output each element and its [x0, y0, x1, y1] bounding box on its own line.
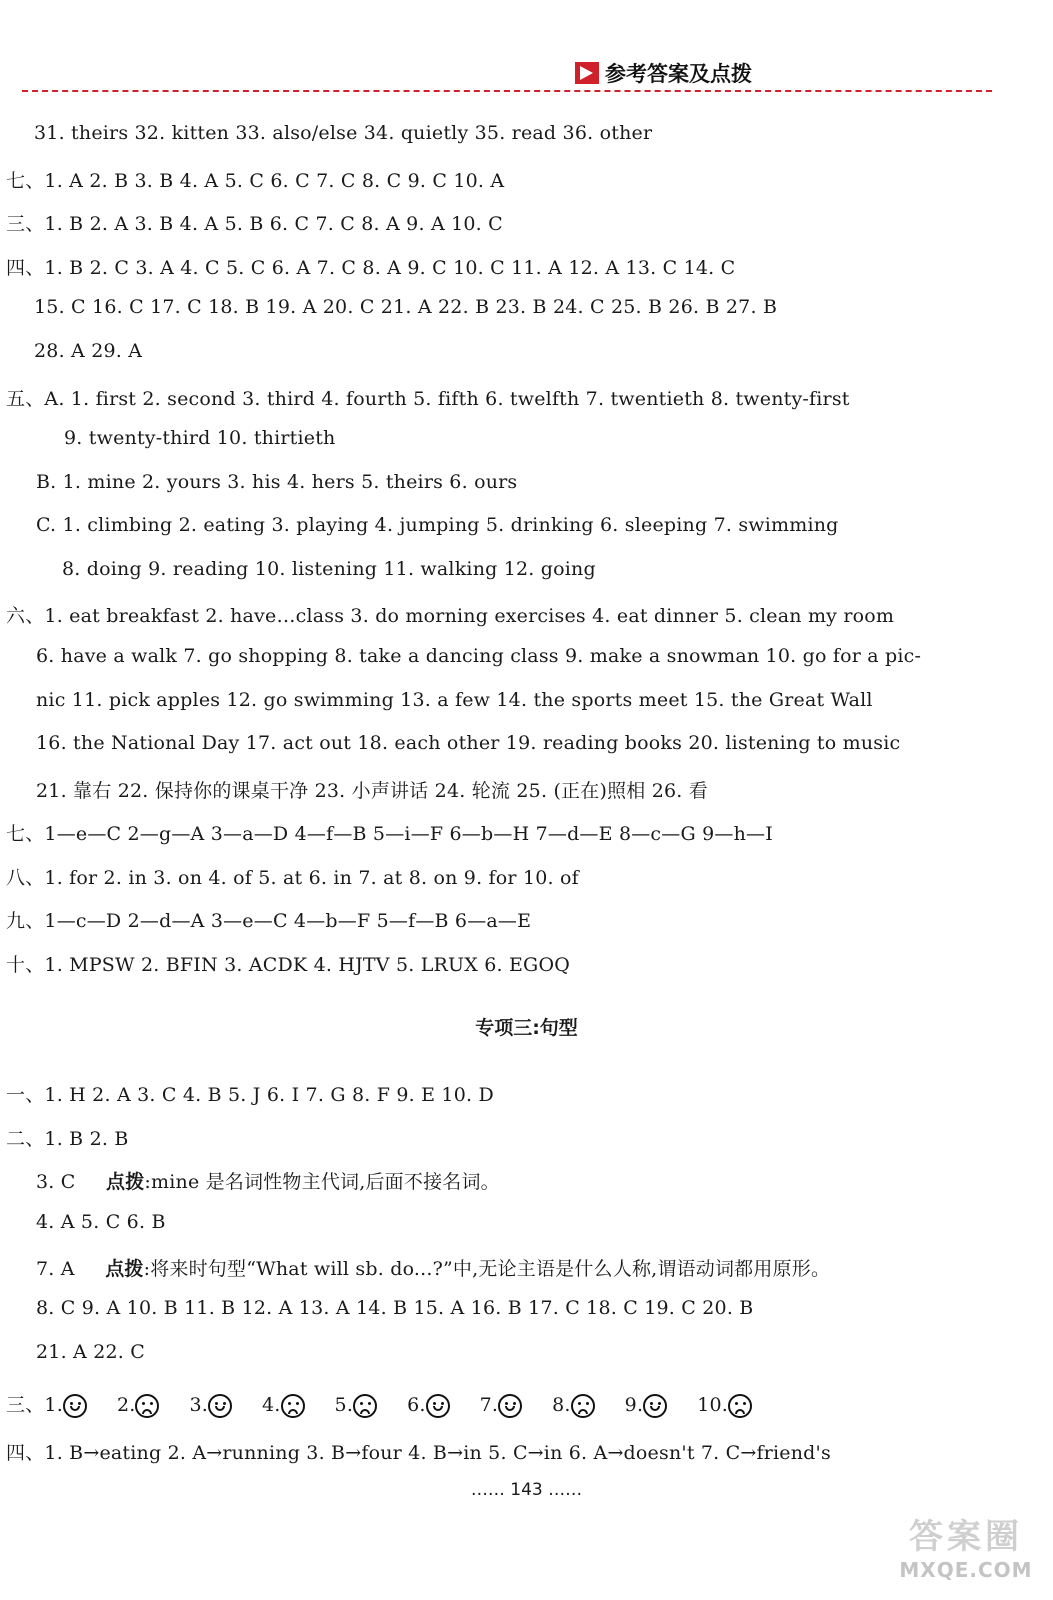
- face-answer-label: 5.: [334, 1394, 354, 1416]
- tip-text: :将来时句型“What will sb. do...?”中,无论主语是什么人称,谓语动词都用原形。: [143, 1258, 831, 1280]
- face-answer-label: 6.: [407, 1394, 426, 1416]
- face-answer: [335, 1394, 378, 1418]
- smiley-face-icon: [498, 1394, 522, 1418]
- sad-face-icon: [353, 1394, 377, 1418]
- answer-line: 一、1. H 2. A 3. C 4. B 5. J 6. I 7. G 8. F 9. E 10. D: [6, 1084, 494, 1106]
- header-title: [575, 58, 752, 88]
- sad-face-icon: [135, 1394, 159, 1418]
- answer-line: 四、1. B 2. C 3. A 4. C 5. C 6. A 7. C 8. A 9. C 10. C 11. A 12. A 13. C 14. C: [6, 257, 736, 279]
- tip-text: :mine 是名词性物主代词,后面不接名词。: [144, 1171, 500, 1193]
- face-answer: [407, 1394, 450, 1418]
- face-answer: [480, 1394, 523, 1418]
- page-number-dots-right: ……: [548, 1480, 583, 1500]
- answer-line: 七、1. A 2. B 3. B 4. A 5. C 6. C 7. C 8. C 9. C 10. A: [6, 170, 505, 192]
- faces-answer-line: [6, 1390, 782, 1418]
- header-divider: [22, 90, 992, 92]
- answer-line: 6. have a walk 7. go shopping 8. take a dancing class 9. make a snowman 10. go for a pic-: [36, 645, 922, 667]
- face-answer: [697, 1394, 752, 1418]
- answer-line-with-tip: [36, 1254, 830, 1281]
- face-answer-label: 4.: [262, 1394, 281, 1416]
- answer-line: 4. A 5. C 6. B: [36, 1211, 166, 1233]
- page-number-value: 143: [510, 1480, 543, 1500]
- page-number-dots-left: ……: [470, 1480, 505, 1500]
- sad-face-icon: [571, 1394, 595, 1418]
- face-answer-label: 1.: [44, 1394, 63, 1416]
- arrow-right-icon: [575, 62, 599, 84]
- faces-list: [44, 1394, 782, 1416]
- answer-line: 三、1. B 2. A 3. B 4. A 5. B 6. C 7. C 8. A 9. A 10. C: [6, 213, 503, 235]
- answer-line: nic 11. pick apples 12. go swimming 13. a few 14. the sports meet 15. the Great Wall: [36, 689, 873, 711]
- face-answer: [44, 1394, 87, 1418]
- face-answer-label: 8.: [552, 1394, 571, 1416]
- answer-line: 8. doing 9. reading 10. listening 11. walking 12. going: [62, 558, 596, 580]
- face-answer-label: 9.: [624, 1394, 644, 1416]
- tip-label: 点拨: [105, 1258, 144, 1280]
- answer-line: 9. twenty-third 10. thirtieth: [64, 427, 336, 449]
- face-answer: [625, 1394, 668, 1418]
- face-answer-label: 2.: [116, 1394, 136, 1416]
- answer-line: 31. theirs 32. kitten 33. also/else 34. quietly 35. read 36. other: [34, 122, 653, 144]
- answer-line: 21. 靠右 22. 保持你的课桌干净 23. 小声讲话 24. 轮流 25. (正在)照相 26. 看: [36, 780, 708, 802]
- face-answer-label: 7.: [479, 1394, 499, 1416]
- watermark-logo: [891, 1509, 1041, 1582]
- face-answer: [262, 1394, 305, 1418]
- smiley-face-icon: [208, 1394, 232, 1418]
- answer-line: 七、1—e—C 2—g—A 3—a—D 4—f—B 5—i—F 6—b—H 7—d—E 8—c—G 9—h—I: [6, 823, 773, 845]
- answer-line: B. 1. mine 2. yours 3. his 4. hers 5. theirs 6. ours: [36, 471, 518, 493]
- watermark-top: 答案圈: [909, 1517, 1023, 1557]
- section-prefix: 三、: [6, 1394, 45, 1416]
- watermark-bottom: MXQE.COM: [899, 1558, 1033, 1582]
- smiley-face-icon: [426, 1394, 450, 1418]
- answer-line: 八、1. for 2. in 3. on 4. of 5. at 6. in 7. at 8. on 9. for 10. of: [6, 867, 579, 889]
- face-answer: [117, 1394, 160, 1418]
- smiley-face-icon: [643, 1394, 667, 1418]
- answer-line: 四、1. B→eating 2. A→running 3. B→four 4. B→in 5. C→in 6. A→doesn't 7. C→friend's: [6, 1442, 831, 1464]
- page-number: [0, 1480, 1053, 1500]
- answer-line: 九、1—c—D 2—d—A 3—e—C 4—b—F 5—f—B 6—a—E: [6, 910, 532, 932]
- face-answer-label: 10.: [697, 1394, 729, 1416]
- answer-line: 21. A 22. C: [36, 1341, 146, 1363]
- smiley-face-icon: [63, 1394, 87, 1418]
- tip-label: 点拨: [106, 1171, 145, 1193]
- sad-face-icon: [728, 1394, 752, 1418]
- answer-line: 8. C 9. A 10. B 11. B 12. A 13. A 14. B 15. A 16. B 17. C 18. C 19. C 20. B: [36, 1297, 754, 1319]
- section-title: 专项三:句型: [475, 1017, 578, 1039]
- answer-line-with-tip: [36, 1167, 500, 1194]
- face-answer: [189, 1394, 232, 1418]
- answer-line: 15. C 16. C 17. C 18. B 19. A 20. C 21. A 22. B 23. B 24. C 25. B 26. B 27. B: [34, 296, 778, 318]
- sad-face-icon: [281, 1394, 305, 1418]
- header-title-text: 参考答案及点拨: [605, 62, 752, 86]
- answer-line: 16. the National Day 17. act out 18. each other 19. reading books 20. listening to music: [36, 732, 901, 754]
- answer-line: 十、1. MPSW 2. BFIN 3. ACDK 4. HJTV 5. LRUX 6. EGOQ: [6, 954, 570, 976]
- answer-line: C. 1. climbing 2. eating 3. playing 4. jumping 5. drinking 6. sleeping 7. swimming: [36, 514, 839, 536]
- face-answer: [552, 1394, 595, 1418]
- answer-line: 五、A. 1. first 2. second 3. third 4. fourth 5. fifth 6. twelfth 7. twentieth 8. twenty-first: [6, 388, 850, 410]
- answer-line: 28. A 29. A: [34, 340, 143, 362]
- answer-text: 7. A: [36, 1258, 75, 1280]
- face-answer-label: 3.: [189, 1394, 208, 1416]
- answer-line: 二、1. B 2. B: [6, 1128, 129, 1150]
- answer-text: 3. C: [36, 1171, 76, 1193]
- answer-line: 六、1. eat breakfast 2. have…class 3. do morning exercises 4. eat dinner 5. clean my room: [6, 605, 895, 627]
